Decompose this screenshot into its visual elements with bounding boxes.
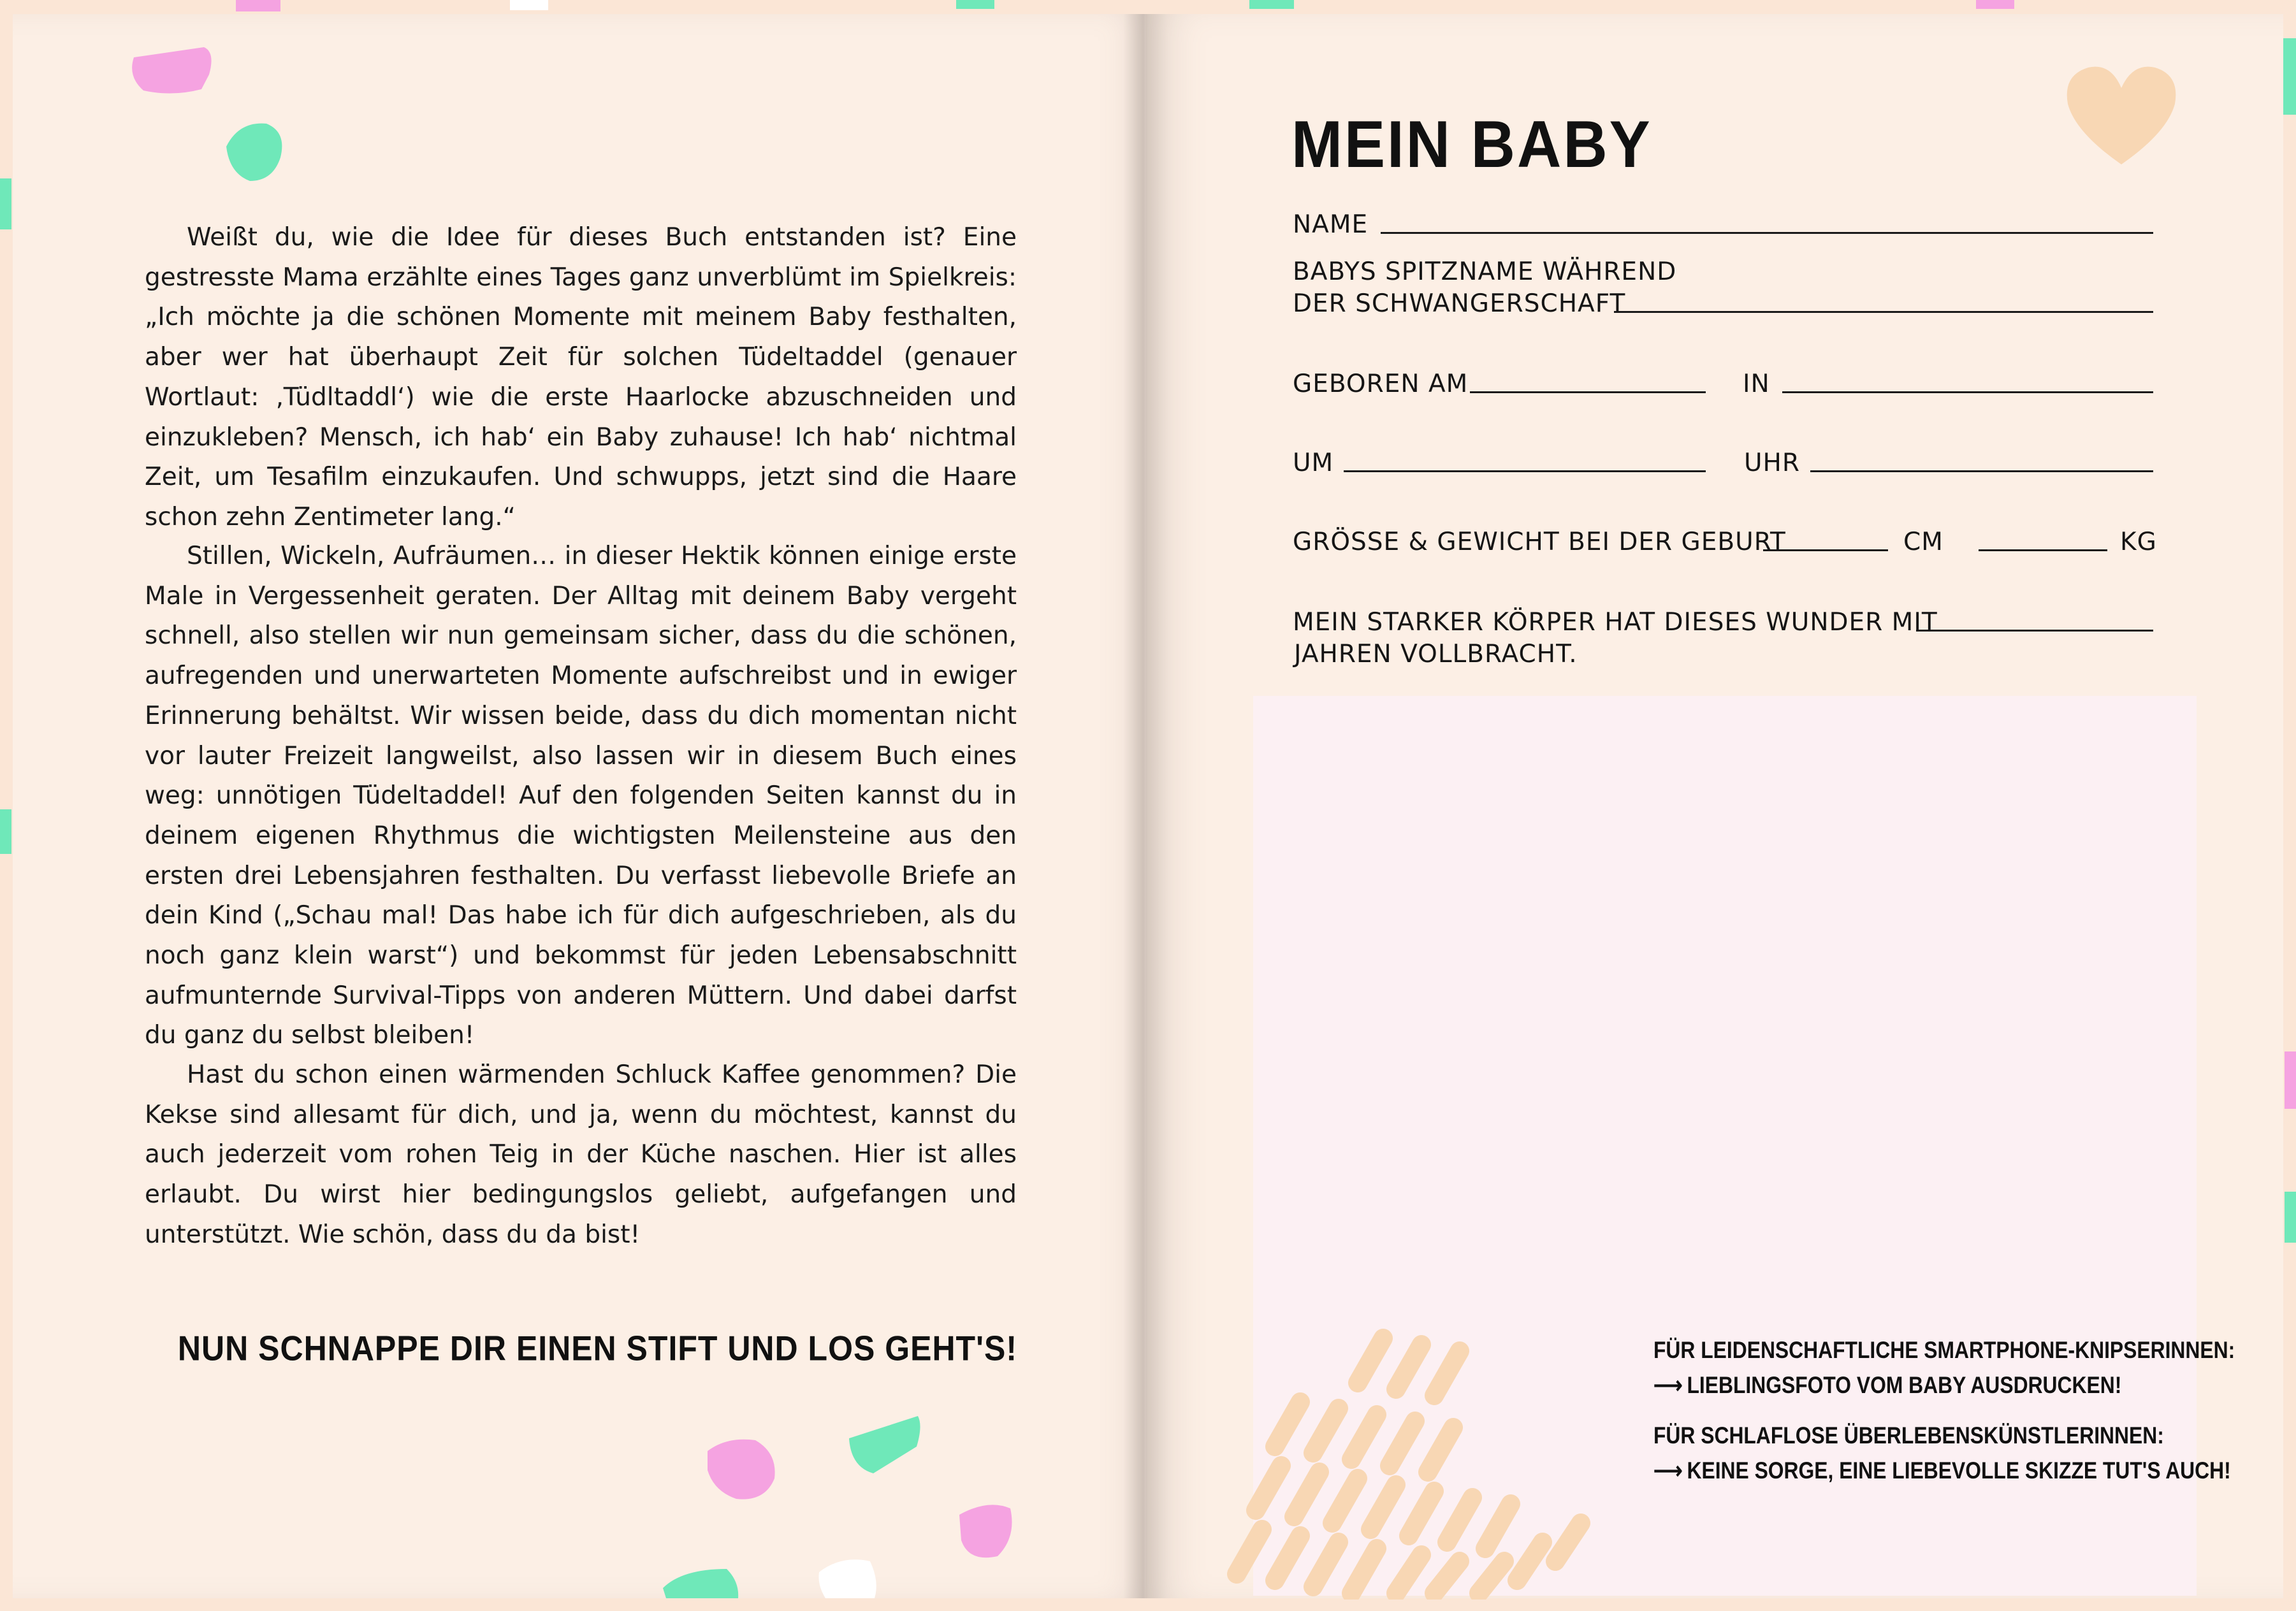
weight-line[interactable] xyxy=(1979,549,2107,551)
born-on-line[interactable] xyxy=(1470,391,1706,393)
tip-1-text: LIEBLINGSFOTO VOM BABY AUSDRUCKEN! xyxy=(1687,1372,2122,1398)
stripe-pattern-decoration xyxy=(1211,1319,1632,1600)
kg-unit-label: KG xyxy=(2120,528,2157,556)
tip-2-text: KEINE SORGE, EINE LIEBEVOLLE SKIZZE TUT'S AUCH! xyxy=(1687,1457,2231,1484)
nickname-label-line2: DER SCHWANGERSCHAFT xyxy=(1293,289,1626,318)
time-label: UM xyxy=(1293,449,1334,477)
tip-1-heading: FÜR LEIDENSCHAFTLICHE SMARTPHONE-KNIPSERINNEN: xyxy=(1653,1337,2235,1363)
clock-label: UHR xyxy=(1744,449,1800,477)
name-label: NAME xyxy=(1293,210,1369,239)
page-title: MEIN BABY xyxy=(1291,108,1652,182)
age-line[interactable] xyxy=(1916,630,2153,632)
nickname-line[interactable] xyxy=(1614,311,2153,313)
call-to-action-heading: NUN SCHNAPPE DIR EINEN STIFT UND LOS GEHT'S! xyxy=(177,1329,1017,1368)
tip-2-heading: FÜR SCHLAFLOSE ÜBERLEBENSKÜNSTLERINNEN: xyxy=(1653,1422,2164,1448)
size-line[interactable] xyxy=(1763,549,1888,551)
intro-paragraph-2: Stillen, Wickeln, Aufräumen… in dieser Hektik können einige erste Male in Vergessenheit geraten. Der Alltag mit deinem Baby vergeht schnell, also stellen wir nun gemeinsam sicher, dass du die schönen, aufregenden und unerwarteten Momente aufschreibst und in ewiger Erinnerung behältst. Wir wissen beide, dass du dich momentan nicht vor lauter Freizeit langweilst, also lassen wir in diesem Buch eines weg: unnötigen Tüdeltaddel! Auf den folgenden Seiten kannst du in deinem eigenen Rhythmus die wichtigsten Meilensteine aus den ersten drei Lebensjahren festhalten. Du verfasst liebevolle Briefe an dein Kind („Schau mal! Das habe ich für dich aufgeschrieben, als du noch ganz klein warst“) und bekommst für jeden Lebensabschnitt aufmunternde Survival-Tipps von anderen Müttern. Und dabei darfst du ganz du selbst bleiben! xyxy=(145,542,1017,1050)
arrow-right-icon: ⟶ xyxy=(1653,1372,1683,1398)
age-label-line1: MEIN STARKER KÖRPER HAT DIESES WUNDER MIT xyxy=(1293,608,1938,637)
intro-paragraph-3: Hast du schon einen wärmenden Schluck Kaffee genommen? Die Kekse sind allesamt für dich, und ja, wenn du möchtest, kannst du auch jederzeit vom rohen Teig in der Küche naschen. Hier ist alles erlaubt. Du wirst hier bedingungslos geliebt, aufgefangen und unterstützt. Wie schön, dass du da bist! xyxy=(145,1060,1017,1249)
name-line[interactable] xyxy=(1381,232,2153,234)
size-weight-label: GRÖSSE & GEWICHT BEI DER GEBURT xyxy=(1293,528,1786,556)
intro-paragraph-1: Weißt du, wie die Idee für dieses Buch entstanden ist? Eine gestresste Mama erzählte eines Tages ganz unverblümt im Spielkreis: „Ich möchte ja die schönen Momente mit meinem Baby festhalten, aber wer hat überhaupt Zeit für solchen Tüdeltaddel (genauer Wortlaut: ‚Tüdltaddl‘) wie die erste Haarlocke abzuschneiden und einzukleben? Mensch, ich hab‘ ein Baby zuhause! Ich hab‘ nichtmal Zeit, um Tesafilm einzukaufen. Und schwupps, jetzt sind die Haare schon zehn Zentimeter lang.“ xyxy=(145,223,1017,531)
born-in-line[interactable] xyxy=(1782,391,2153,393)
clock-line[interactable] xyxy=(1810,470,2153,472)
tip-1-line xyxy=(1653,1371,2121,1399)
born-on-label: GEBOREN AM xyxy=(1293,370,1469,398)
left-page xyxy=(13,14,1146,1598)
nickname-label-line1: BABYS SPITZNAME WÄHREND xyxy=(1293,257,1677,286)
heart-icon xyxy=(2063,62,2180,168)
cm-unit-label: CM xyxy=(1903,528,1944,556)
born-in-label: IN xyxy=(1743,370,1770,398)
age-label-line2: JAHREN VOLLBRACHT. xyxy=(1294,640,1578,668)
arrow-right-icon: ⟶ xyxy=(1653,1457,1683,1484)
time-line[interactable] xyxy=(1344,470,1706,472)
tip-2-line xyxy=(1653,1457,2231,1484)
